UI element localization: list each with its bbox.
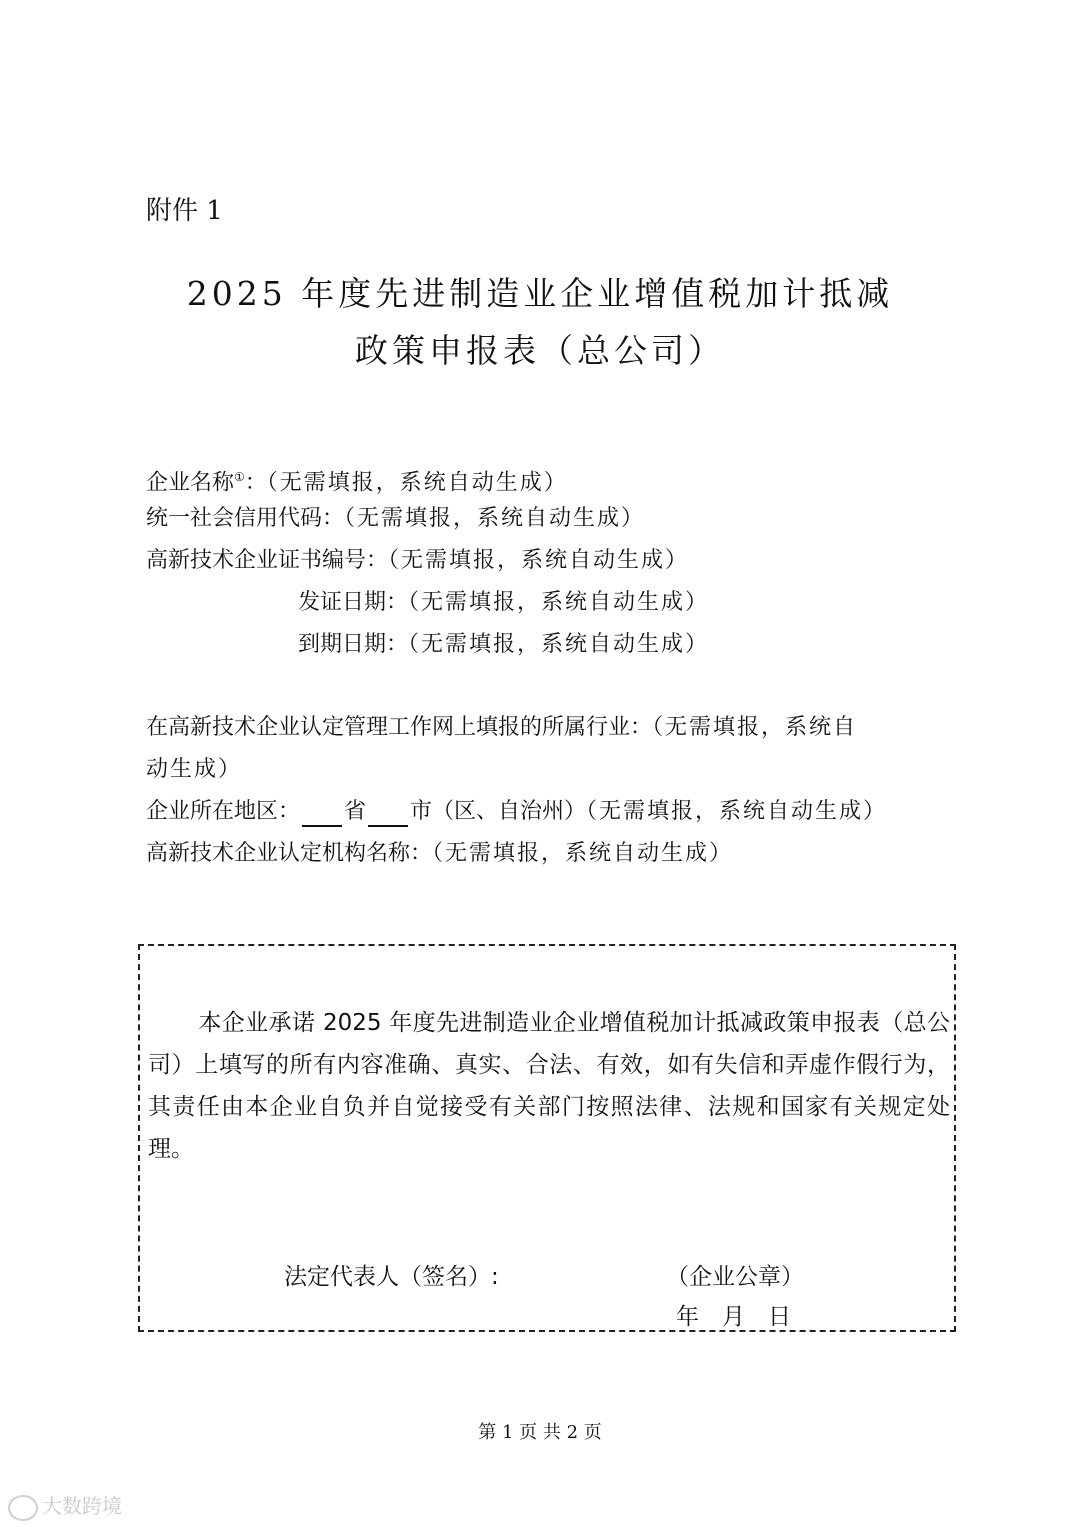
pledge-box — [138, 944, 956, 1332]
field-industry-cont — [146, 755, 242, 785]
form-title-line2: 政策申报表（总公司） — [355, 331, 725, 370]
city-text: 市（区、自治州） — [410, 799, 587, 824]
field-company-name — [146, 462, 568, 498]
industry-hint-line1: （无需填报，系统自 — [652, 715, 858, 740]
signature-date: 年 月 日 — [676, 1304, 791, 1330]
field-industry — [146, 713, 857, 743]
credit-code-hint: （无需填报，系统自动生成） — [344, 506, 646, 531]
issue-date-hint: （无需填报，系统自动生成） — [408, 590, 710, 615]
cert-number-hint: （无需填报，系统自动生成） — [388, 548, 690, 573]
province-blank[interactable] — [302, 803, 342, 827]
legal-rep-signature[interactable]: 法定代表人（签名）: — [284, 1264, 499, 1290]
watermark — [8, 1490, 122, 1521]
city-blank[interactable] — [368, 803, 408, 827]
company-name-hint: （无需填报，系统自动生成） — [266, 470, 568, 496]
region-label: 企业所在地区： — [146, 799, 301, 824]
pledge-paragraph — [148, 1002, 950, 1170]
watermark-text: 大数跨境 — [42, 1494, 122, 1518]
region-hint: （无需填报，系统自动生成） — [586, 799, 888, 824]
industry-hint-line2: 动生成） — [146, 757, 243, 782]
page-footer: 第 1 页 共 2 页 — [478, 1422, 602, 1443]
form-title-line1: 2025 年度先进制造业企业增值税加计抵减 — [186, 274, 894, 313]
field-region — [146, 797, 887, 827]
industry-label: 在高新技术企业认定管理工作网上填报的所属行业： — [146, 715, 653, 740]
field-credit-code — [146, 504, 645, 534]
cert-number-label: 高新技术企业证书编号： — [146, 548, 389, 573]
watermark-logo-icon — [8, 1495, 38, 1521]
issue-date-label: 发证日期： — [298, 590, 409, 615]
footnote-marker: ① — [234, 470, 245, 484]
agency-hint: （无需填报，系统自动生成） — [432, 841, 734, 866]
company-name-colon: ： — [244, 470, 267, 496]
pledge-text: 本企业承诺 2025 年度先进制造业企业增值税加计抵减政策申报表（总公司）上填写的所有内容准确、真实、合法、有效，如有失信和弄虚作假行为，其责任由本企业自负并自觉接受有关部门按照法律、法规和国家有关规定处理。 — [148, 1010, 950, 1162]
company-seal: （企业公章） — [666, 1264, 804, 1290]
field-agency — [146, 839, 733, 869]
expiry-date-hint: （无需填报，系统自动生成） — [408, 632, 710, 657]
field-cert-number — [146, 546, 689, 576]
attachment-label: 附件 1 — [146, 196, 223, 226]
province-text: 省 — [344, 799, 367, 824]
credit-code-label: 统一社会信用代码： — [146, 506, 345, 531]
agency-label: 高新技术企业认定机构名称： — [146, 841, 433, 866]
company-name-label: 企业名称 — [146, 470, 235, 496]
expiry-date-label: 到期日期： — [298, 632, 409, 657]
field-expiry-date — [298, 630, 709, 660]
field-issue-date — [298, 588, 709, 618]
